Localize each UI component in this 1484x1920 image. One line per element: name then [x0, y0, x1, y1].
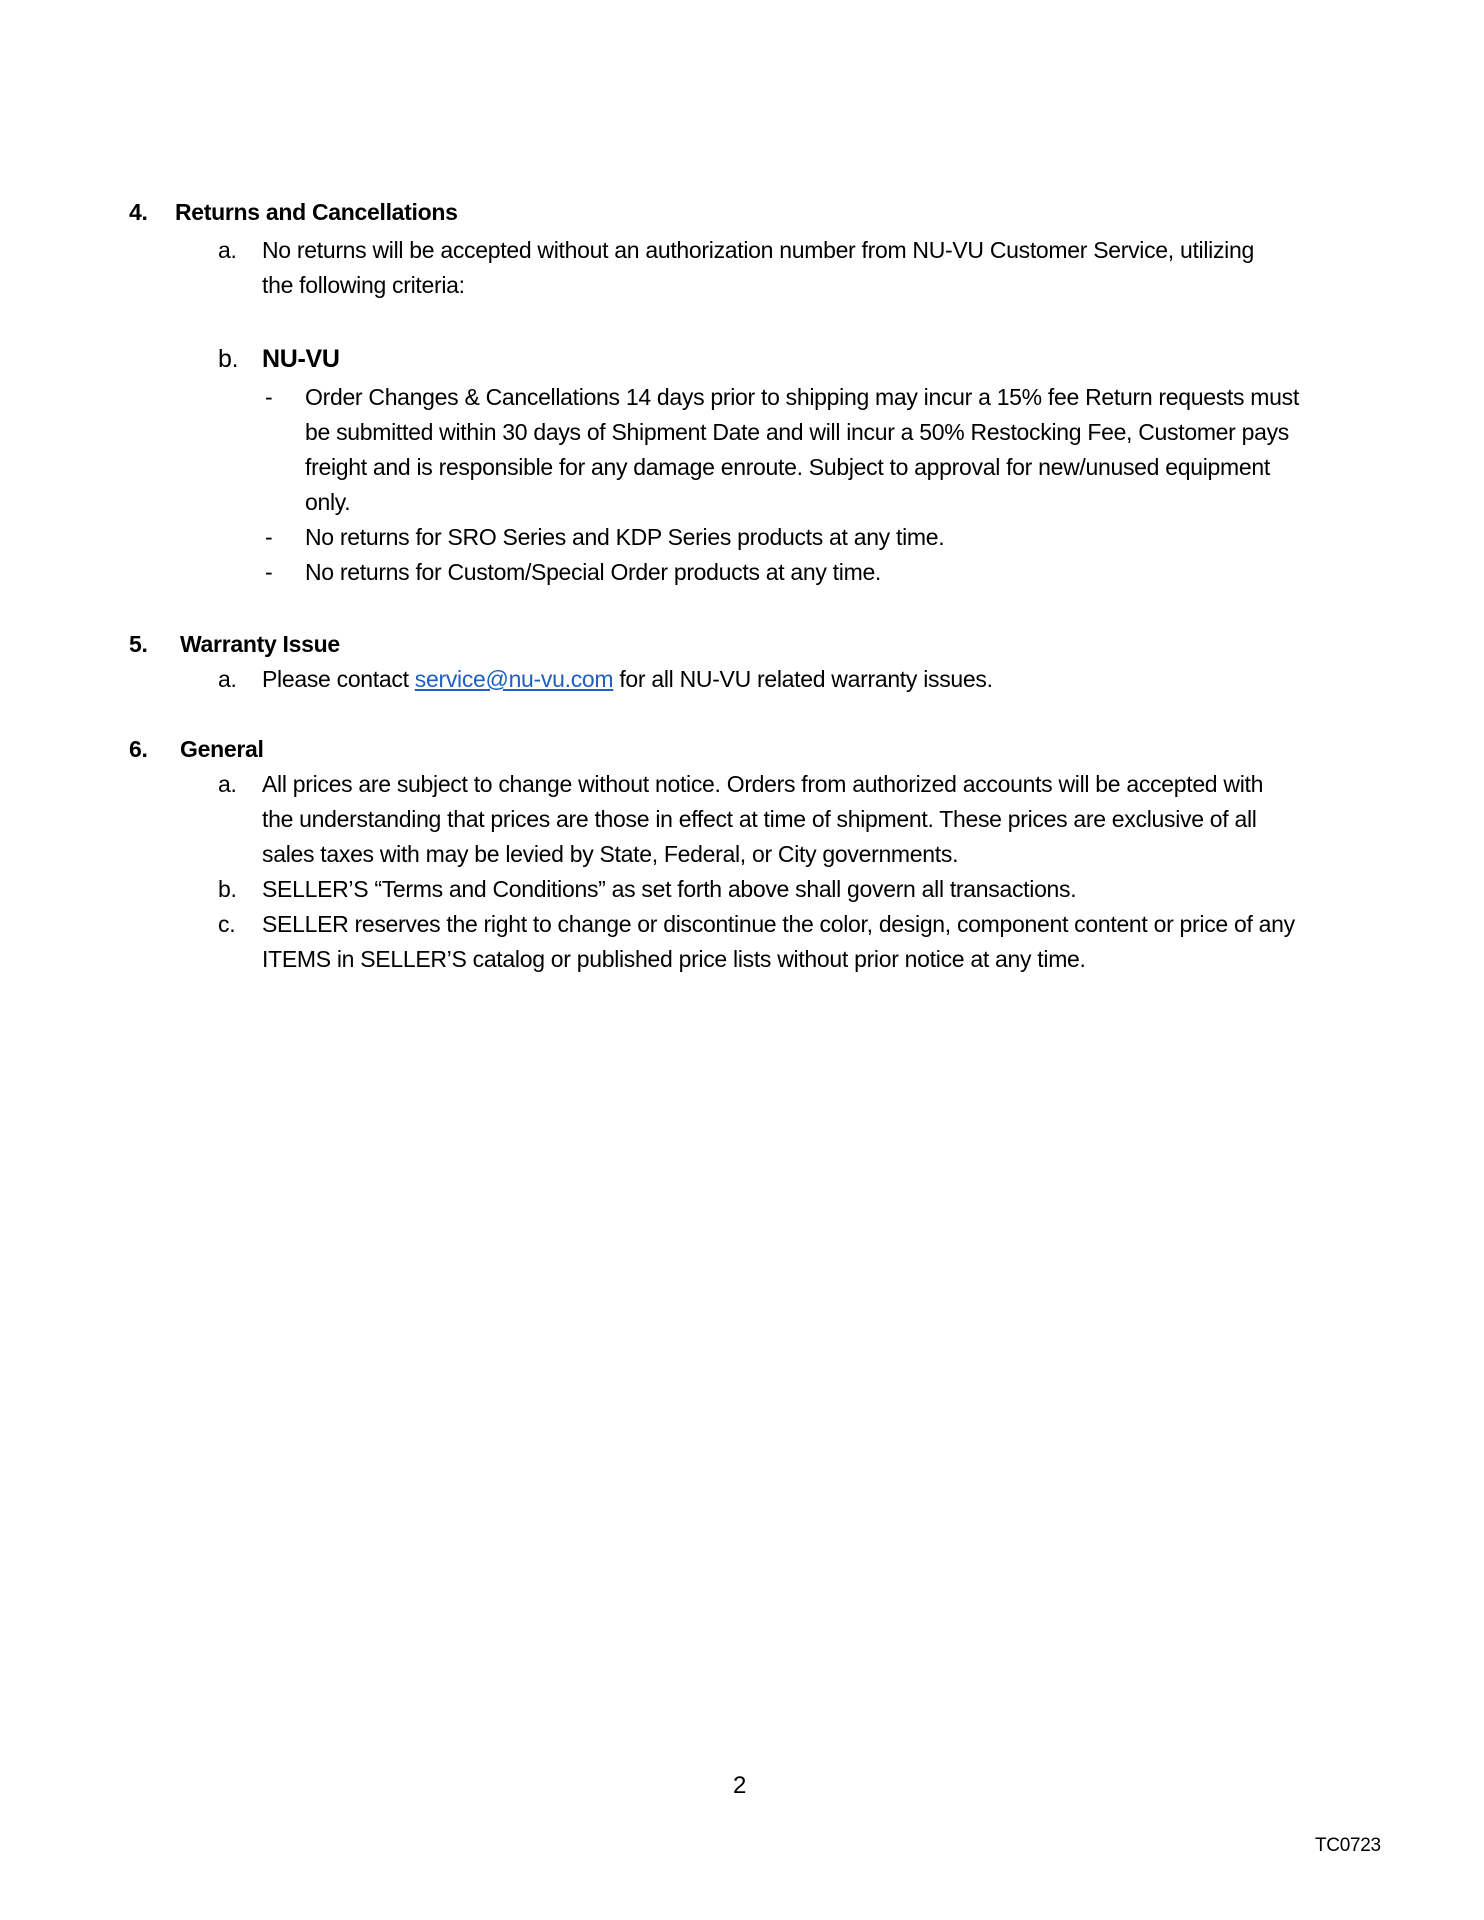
item-text: the understanding that prices are those in effect at time of shipment. These prices are exclusive of all	[262, 806, 1257, 832]
bullet-text: No returns for SRO Series and KDP Series products at any time.	[305, 524, 945, 550]
nu-vu-heading: NU-VU	[262, 345, 340, 373]
bullet-marker: -	[265, 559, 273, 585]
bullet-text: freight and is responsible for any damage enroute. Subject to approval for new/unused equipment	[305, 454, 1270, 480]
bullet-marker: -	[265, 384, 273, 410]
section-6-title: General	[180, 736, 264, 762]
warranty-prefix: Please contact	[262, 666, 415, 692]
section-4-title: Returns and Cancellations	[175, 199, 458, 225]
item-marker: b.	[218, 876, 237, 902]
section-6-number: 6.	[129, 736, 148, 762]
bullet-text: be submitted within 30 days of Shipment Date and will incur a 50% Restocking Fee, Customer pays	[305, 419, 1290, 445]
item-marker: b.	[218, 345, 239, 373]
item-text: All prices are subject to change without notice. Orders from authorized accounts will be accepted with	[262, 771, 1264, 797]
bullet-marker: -	[265, 524, 273, 550]
bullet-text: No returns for Custom/Special Order products at any time.	[305, 559, 882, 585]
bullet-text: only.	[305, 489, 351, 515]
item-text: SELLER reserves the right to change or discontinue the color, design, component content or price of any	[262, 911, 1295, 937]
item-text: the following criteria:	[262, 272, 465, 298]
document-code: TC0723	[1315, 1835, 1381, 1856]
warranty-text	[262, 662, 993, 697]
service-email-link[interactable]: service@nu-vu.com	[414, 666, 614, 692]
section-5-title: Warranty Issue	[180, 631, 340, 657]
item-marker: c.	[218, 911, 236, 937]
bullet-text: Order Changes & Cancellations 14 days prior to shipping may incur a 15% fee Return requests must	[305, 384, 1299, 410]
section-4-number: 4.	[129, 199, 148, 225]
item-text: No returns will be accepted without an authorization number from NU-VU Customer Service, utilizing	[262, 237, 1254, 263]
item-text: sales taxes with may be levied by State, Federal, or City governments.	[262, 841, 959, 867]
warranty-suffix: for all NU-VU related warranty issues.	[613, 666, 993, 692]
page-number: 2	[733, 1772, 747, 1799]
item-text: ITEMS in SELLER’S catalog or published price lists without prior notice at any time.	[262, 946, 1086, 972]
section-5-number: 5.	[129, 631, 148, 657]
item-marker: a.	[218, 237, 237, 263]
item-marker: a.	[218, 666, 237, 692]
item-marker: a.	[218, 771, 237, 797]
item-text: SELLER’S “Terms and Conditions” as set forth above shall govern all transactions.	[262, 876, 1077, 902]
